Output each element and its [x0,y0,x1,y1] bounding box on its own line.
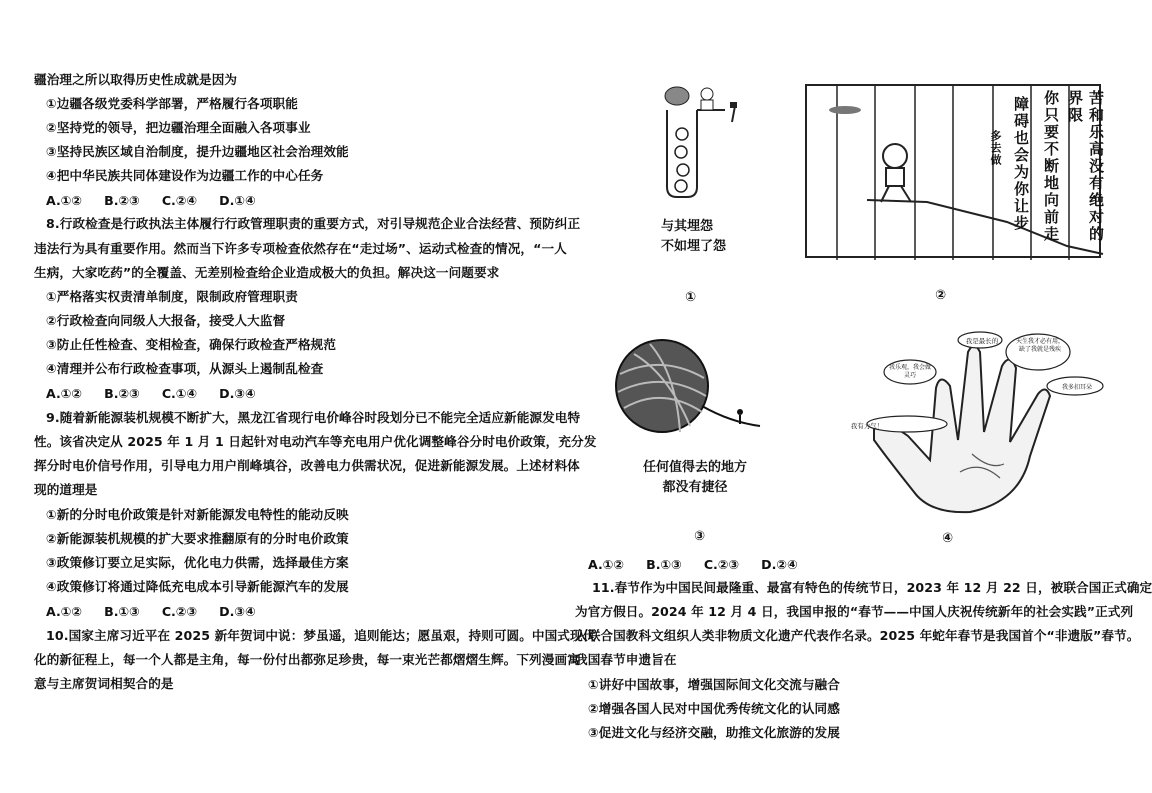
q8-stem-2: 违法行为具有重要作用。然而当下许多专项检查依然存在“走过场”、运动式检查的情况，“一人 [34,241,567,256]
cartoon-4-bubble-ring: 天生我才必有用，缺了我就是残疾 [1015,338,1064,353]
cartoon-1-drawing [655,82,765,207]
cartoon-4-bubble-pinky: 我多扣耳朵 [1061,384,1092,391]
q7-stem-tail: 疆治理之所以取得历史性成就是因为 [34,72,238,87]
q10-option-a[interactable]: A.①② [588,557,625,572]
q8-stem-3: 生病，大家吃药”的全覆盖、无差别检查给企业造成极大的负担。解决这一问题要求 [34,265,500,280]
q10-stem-1: 10.国家主席习近平在 2025 新年贺词中说：梦虽遥，追则能达；愿虽艰，持则可圆。中国式现代 [46,628,596,643]
q11-stem-4: 我国春节申遗旨在 [575,652,677,667]
q9-stem-4: 现的道理是 [34,482,98,497]
cartoon-4-bubble-index: 我乐观，我会做灵巧 [888,364,931,379]
cartoon-2-text-1: 苦和乐高没有绝对的界限 [1066,90,1105,243]
q8-item-4: ④清理并公布行政检查事项，从源头上遏制乱检查 [46,361,324,376]
q7-item-3: ③坚持民族区域自治制度，提升边疆地区社会治理效能 [46,144,349,159]
q8-item-1: ①严格落实权责清单制度，限制政府管理职责 [46,289,298,304]
cartoon-3-drawing [610,334,760,439]
q11-stem-1: 11.春节作为中国民间最隆重、最富有特色的传统节日，2023 年 12 月 22 日，被联合国正式确定 [592,580,1152,595]
q7-item-4: ④把中华民族共同体建设作为边疆工作的中心任务 [46,168,324,183]
cartoon-1-label: ① [685,290,697,305]
q8-item-3: ③防止任性检查、变相检查，确保行政检查严格规范 [46,337,337,352]
q7-option-a[interactable]: A.①② [46,193,83,208]
q7-options [46,193,278,208]
cartoon-4-bubble-middle: 我是最长的 [965,337,999,345]
q10-stem-3: 意与主席贺词相契合的是 [34,676,174,691]
cartoon-3-caption [627,458,763,498]
q11-stem-2: 为官方假日。2024 年 12 月 4 日，我国申报的“春节——中国人庆祝传统新年的社会实践”正式列 [575,604,1134,619]
q9-option-b[interactable]: B.①③ [104,604,140,619]
q10-options [588,557,820,572]
q11-item-3: ③促进文化与经济交融，助推文化旅游的发展 [588,725,840,740]
q8-stem-1: 8.行政检查是行政执法主体履行行政管理职责的重要方式，对引导规范企业合法经营、预防纠正 [46,216,581,231]
cartoon-1-caption-line-2: 不如埋了怨 [661,239,727,254]
cartoon-1-caption-line-1: 与其埋怨 [661,219,714,234]
cartoon-2-text-4: 多去做 [989,130,1002,166]
cartoon-3-caption-line-2: 都没有捷径 [662,480,728,495]
q9-item-3: ③政策修订要立足实际，优化电力供需，选择最佳方案 [46,555,349,570]
cartoon-4-label: ④ [942,531,954,546]
q10-option-c[interactable]: C.②③ [703,557,740,572]
q10-option-b[interactable]: B.①③ [646,557,682,572]
q8-option-b[interactable]: B.②③ [104,386,140,401]
cartoon-2-text-2: 你只要不断地向前走 [1042,90,1060,243]
q9-stem-1: 9.随着新能源装机规模不断扩大，黑龙江省现行电价峰谷时段划分已不能完全适应新能源发电特 [46,410,581,425]
q9-item-2: ②新能源装机规模的扩大要求推翻原有的分时电价政策 [46,531,349,546]
q9-option-c[interactable]: C.②③ [161,604,198,619]
cartoon-3-label: ③ [694,529,706,544]
q7-item-2: ②坚持党的领导，把边疆治理全面融入各项事业 [46,120,311,135]
cartoon-2-label: ② [935,288,947,303]
q7-option-d[interactable]: D.①④ [219,193,256,208]
q7-item-1: ①边疆各级党委科学部署，严格履行各项职能 [46,96,298,111]
q9-stem-2: 性。该省决定从 2025 年 1 月 1 日起针对电动汽车等充电用户优化调整峰谷分时电价政策，充分发 [34,434,597,449]
cartoon-3-caption-line-1: 任何值得去的地方 [642,460,747,475]
q9-item-1: ①新的分时电价政策是针对新能源发电特性的能动反映 [46,507,349,522]
q9-item-4: ④政策修订将通过降低充电成本引导新能源汽车的发展 [46,579,349,594]
cartoon-2-text-3: 障碍也会为你让步 [1012,96,1030,232]
q9-stem-3: 挥分时电价信号作用，引导电力用户削峰填谷，改善电力供需状况，促进新能源发展。上述材料体 [34,458,580,473]
q11-item-2: ②增强各国人民对中国优秀传统文化的认同感 [588,701,840,716]
cartoon-1-caption [661,217,726,257]
q8-options [46,386,278,401]
q7-option-c[interactable]: C.②④ [161,193,198,208]
q10-option-d[interactable]: D.②④ [761,557,798,572]
q11-item-1: ①讲好中国故事，增强国际间文化交流与融合 [588,677,840,692]
q9-option-d[interactable]: D.③④ [219,604,256,619]
cartoon-4-bubble-thumb: 我有力气！ [850,422,884,430]
cartoon-2-panel [805,84,1105,258]
q11-stem-3: 入联合国教科文组织人类非物质文化遗产代表作名录。2025 年蛇年春节是我国首个“非遗版”春节。 [575,628,1140,643]
q8-option-c[interactable]: C.①④ [161,386,198,401]
q8-option-a[interactable]: A.①② [46,386,83,401]
q8-item-2: ②行政检查向同级人大报备，接受人大监督 [46,313,286,328]
q10-stem-2: 化的新征程上，每一个人都是主角，每一份付出都弥足珍贵，每一束光芒都熠熠生辉。下列漫画寓 [34,652,580,667]
q8-option-d[interactable]: D.③④ [219,386,256,401]
q7-option-b[interactable]: B.②③ [104,193,140,208]
q9-options [46,604,278,619]
q9-option-a[interactable]: A.①② [46,604,83,619]
